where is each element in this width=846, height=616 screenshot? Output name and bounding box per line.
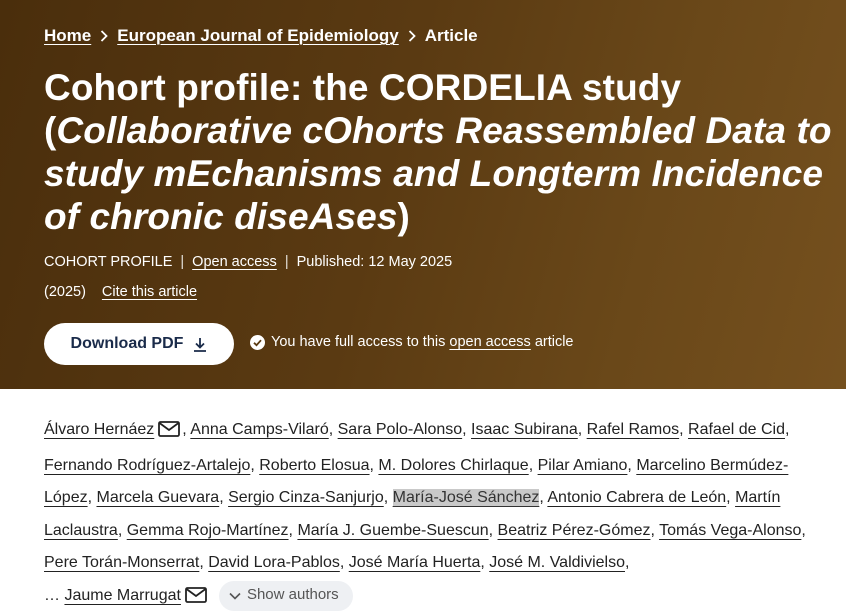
author-link[interactable]: Beatriz Pérez-Gómez — [497, 521, 651, 539]
author-link[interactable]: Marcela Guevara — [96, 489, 220, 507]
title-italic: Collaborative cOhorts Reassembled Data to study mEchanisms and Longterm Incidence of chronic diseAses — [44, 110, 832, 237]
author-link[interactable]: Isaac Subirana — [471, 421, 578, 438]
author-link[interactable]: Martín Laclaustra — [44, 489, 781, 539]
access-notice — [250, 334, 574, 350]
author-link[interactable]: Anna Camps-Vilaró — [190, 421, 329, 438]
author-link[interactable]: Pilar Amiano — [537, 456, 628, 474]
cite-article-link[interactable]: Cite this article — [101, 284, 198, 300]
author-link[interactable]: Fernando Rodríguez-Artalejo — [44, 456, 251, 474]
page-title — [44, 66, 834, 238]
article-year: (2025) — [44, 284, 86, 300]
access-open-access-link[interactable]: open access — [449, 334, 531, 350]
author-link[interactable]: Gemma Rojo-Martínez — [126, 521, 289, 539]
author-link[interactable]: José M. Valdivielso — [489, 554, 625, 572]
author-link-last[interactable]: Jaume Marrugat — [64, 586, 181, 604]
author-link[interactable]: M. Dolores Chirlaque — [378, 456, 529, 474]
author-link[interactable]: Pere Torán-Monserrat — [44, 554, 200, 572]
author-link[interactable]: Marcelino Bermúdez-López — [44, 456, 789, 507]
title-main: Cohort profile: the CORDELIA study — [44, 67, 682, 108]
title-open-paren: ( — [44, 110, 57, 151]
breadcrumb — [44, 26, 478, 46]
chevron-right-icon — [100, 30, 108, 42]
author-link[interactable]: Sara Polo-Alonso — [337, 421, 463, 438]
published-date: Published: 12 May 2025 — [296, 254, 453, 270]
author-list: Álvaro Hernáez , Anna Camps-Vilaró, Sara Polo-Alonso, Isaac Subirana, Rafel Ramos, Rafael de Cid, Fernando Rodríguez-Artalejo, Roberto Elosua, M. Dolores Chirlaque, Pilar Amiano, Marcelino Bermúdez-López, Marcela Guevara, Sergio Cinza-Sanjurjo, María-José Sánchez, Antonio Cabrera de León, Martín Laclaustra, Gemma Rojo-Martínez, María J. Guembe-Suescun, Beatriz Pérez-Gómez, Tomás Vega-Alonso, Pere Torán-Monserrat, David Lora-Pablos, José María Huerta, José M. Valdivielso, … Jaume Marrugat Show authors — [44, 414, 824, 616]
breadcrumb-journal-link[interactable]: European Journal of Epidemiology — [117, 26, 399, 45]
author-link[interactable]: Tomás Vega-Alonso — [659, 521, 802, 539]
authors-ellipsis: … — [44, 586, 60, 604]
author-link[interactable]: María J. Guembe-Suescun — [297, 521, 489, 539]
access-suffix: article — [534, 334, 574, 350]
download-pdf-label: Download PDF — [70, 335, 184, 352]
author-link[interactable]: Rafel Ramos — [586, 421, 680, 438]
chevron-right-icon — [408, 30, 416, 42]
author-link[interactable]: Rafael de Cid — [688, 421, 785, 438]
author-link[interactable]: Roberto Elosua — [259, 456, 370, 474]
breadcrumb-current: Article — [424, 26, 478, 45]
download-pdf-button[interactable] — [44, 323, 234, 365]
show-authors-button[interactable] — [219, 581, 353, 611]
check-circle-icon — [250, 335, 265, 350]
citation-meta — [44, 284, 197, 300]
author-link[interactable]: Antonio Cabrera de León — [547, 489, 727, 507]
mail-icon[interactable] — [158, 417, 180, 450]
title-close-paren: ) — [397, 196, 410, 237]
meta-divider: | — [180, 254, 185, 270]
meta-divider: | — [284, 254, 289, 270]
article-type: COHORT PROFILE — [44, 254, 173, 270]
author-link-selected[interactable]: María-José Sánchez — [392, 489, 540, 507]
article-meta — [44, 254, 452, 270]
author-link[interactable]: Álvaro Hernáez — [44, 421, 155, 438]
author-link[interactable]: David Lora-Pablos — [208, 554, 340, 572]
chevron-down-icon — [229, 592, 241, 600]
access-prefix: You have full access to this — [271, 334, 446, 350]
author-link[interactable]: Sergio Cinza-Sanjurjo — [228, 489, 384, 507]
download-icon — [193, 337, 207, 352]
open-access-link[interactable]: Open access — [192, 254, 277, 270]
show-authors-label: Show authors — [246, 586, 339, 604]
breadcrumb-home-link[interactable]: Home — [44, 26, 92, 45]
author-link[interactable]: José María Huerta — [348, 554, 481, 572]
